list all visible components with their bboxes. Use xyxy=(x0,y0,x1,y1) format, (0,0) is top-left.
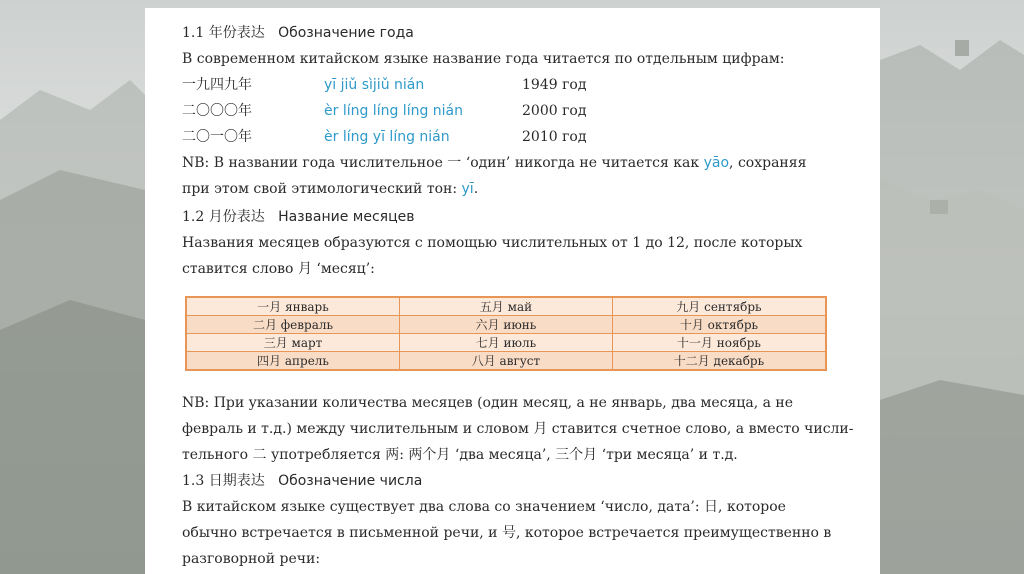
table-row xyxy=(186,297,826,316)
month-cell: 七月 июль xyxy=(400,334,613,352)
section-1-heading: 1.1 年份表达 Обозначение года xyxy=(182,25,414,41)
section-3-body: В китайском языке существует два слова со значением ‘число, дата’: 日, которое xyxy=(182,499,786,515)
section-1-note-cont: при этом свой этимологический тон: yī. xyxy=(182,181,479,197)
year-row: 一九四九年 yī jiǔ sìjiǔ nián 1949 год xyxy=(182,77,587,93)
section-3-body: обычно встречается в письменной речи, и 号, которое встречается преимущественно в xyxy=(182,525,832,541)
table-row xyxy=(186,334,826,352)
document-page xyxy=(145,8,880,574)
months-table xyxy=(185,296,827,371)
month-cell: 六月 июнь xyxy=(400,316,613,334)
month-cell: 四月 апрель xyxy=(186,352,400,371)
table-row xyxy=(186,316,826,334)
table-row xyxy=(186,352,826,371)
section-2-note: NB: При указании количества месяцев (один месяц, а не январь, два месяца, а не xyxy=(182,395,794,411)
section-3-body: разговорной речи: xyxy=(182,551,321,567)
month-cell: 十二月 декабрь xyxy=(612,352,826,371)
section-2-note-cont: тельного 二 употребляется 两: 两个月 ‘два месяца’, 三个月 ‘три месяца’ и т.д. xyxy=(182,447,738,463)
year-row: 二〇〇〇年 èr líng líng líng nián 2000 год xyxy=(182,103,587,119)
month-cell: 五月 май xyxy=(400,297,613,316)
month-cell: 十月 октябрь xyxy=(612,316,826,334)
section-1-note: NB: В названии года числительное 一 ‘один’ никогда не читается как yāo, сохраняя xyxy=(182,155,807,171)
section-2-heading: 1.2 月份表达 Название месяцев xyxy=(182,209,415,225)
year-row: 二〇一〇年 èr líng yī líng nián 2010 год xyxy=(182,129,587,145)
month-cell: 九月 сентябрь xyxy=(612,297,826,316)
section-1-intro: В современном китайском языке название года читается по отдельным цифрам: xyxy=(182,51,785,67)
month-cell: 二月 февраль xyxy=(186,316,400,334)
section-2-intro-cont: ставится слово 月 ‘месяц’: xyxy=(182,261,375,277)
month-cell: 三月 март xyxy=(186,334,400,352)
section-2-note-cont: февраль и т.д.) между числительным и словом 月 ставится счетное слово, а вместо числи- xyxy=(182,421,854,437)
section-2-intro: Названия месяцев образуются с помощью числительных от 1 до 12, после которых xyxy=(182,235,803,251)
section-3-heading: 1.3 日期表达 Обозначение числа xyxy=(182,473,423,489)
month-cell: 八月 август xyxy=(400,352,613,371)
month-cell: 一月 январь xyxy=(186,297,400,316)
month-cell: 十一月 ноябрь xyxy=(612,334,826,352)
